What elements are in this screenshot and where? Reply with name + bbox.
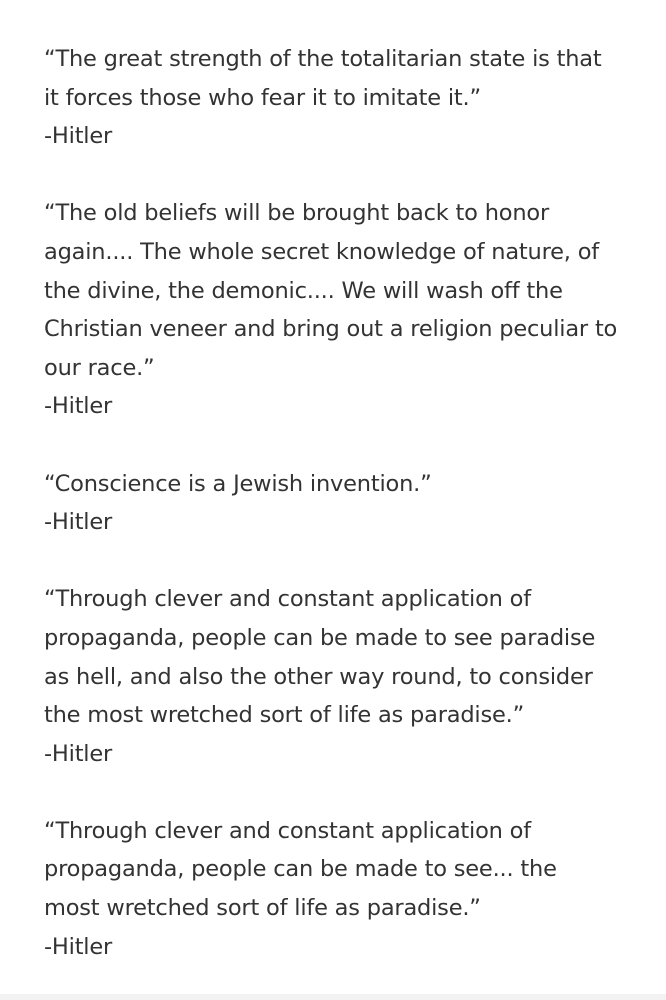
quote-line: propaganda, people can be made to see... the (44, 856, 557, 883)
quote-block (44, 812, 644, 966)
paragraph-gap (44, 542, 644, 581)
paragraph-gap (44, 156, 644, 195)
quote-block (44, 194, 644, 426)
paragraph-gap (44, 426, 644, 465)
quote-attribution: -Hitler (44, 933, 113, 960)
quote-attribution: -Hitler (44, 123, 113, 150)
quote-line: “The great strength of the totalitarian state is that (44, 46, 602, 72)
quote-line: the most wretched sort of life as paradise.” (44, 702, 525, 729)
quote-attribution: -Hitler (44, 393, 113, 420)
bottom-divider (0, 994, 666, 1000)
quote-attribution: -Hitler (44, 740, 113, 767)
quote-attribution: -Hitler (44, 509, 113, 536)
quote-line: our race.” (44, 354, 155, 381)
quote-line: “Through clever and constant application of (44, 586, 531, 613)
quote-line: it forces those who fear it to imitate it.” (44, 84, 481, 111)
paragraph-gap (44, 773, 644, 812)
quote-block (44, 40, 644, 156)
quote-line: most wretched sort of life as paradise.” (44, 895, 481, 922)
quote-line: again.... The whole secret knowledge of nature, of (44, 238, 599, 265)
note-body (44, 40, 644, 966)
quote-line: Christian veneer and bring out a religion peculiar to (44, 316, 618, 343)
quote-line: propaganda, people can be made to see paradise (44, 624, 596, 651)
quote-line: “The old beliefs will be brought back to honor (44, 200, 550, 227)
quote-line: “Through clever and constant application of (44, 817, 531, 844)
quote-line: as hell, and also the other way round, to consider (44, 663, 593, 690)
quote-line: “Conscience is a Jewish invention.” (44, 470, 432, 497)
quote-block (44, 465, 644, 542)
quote-line: the divine, the demonic.... We will wash off the (44, 277, 563, 304)
quote-block (44, 580, 644, 773)
